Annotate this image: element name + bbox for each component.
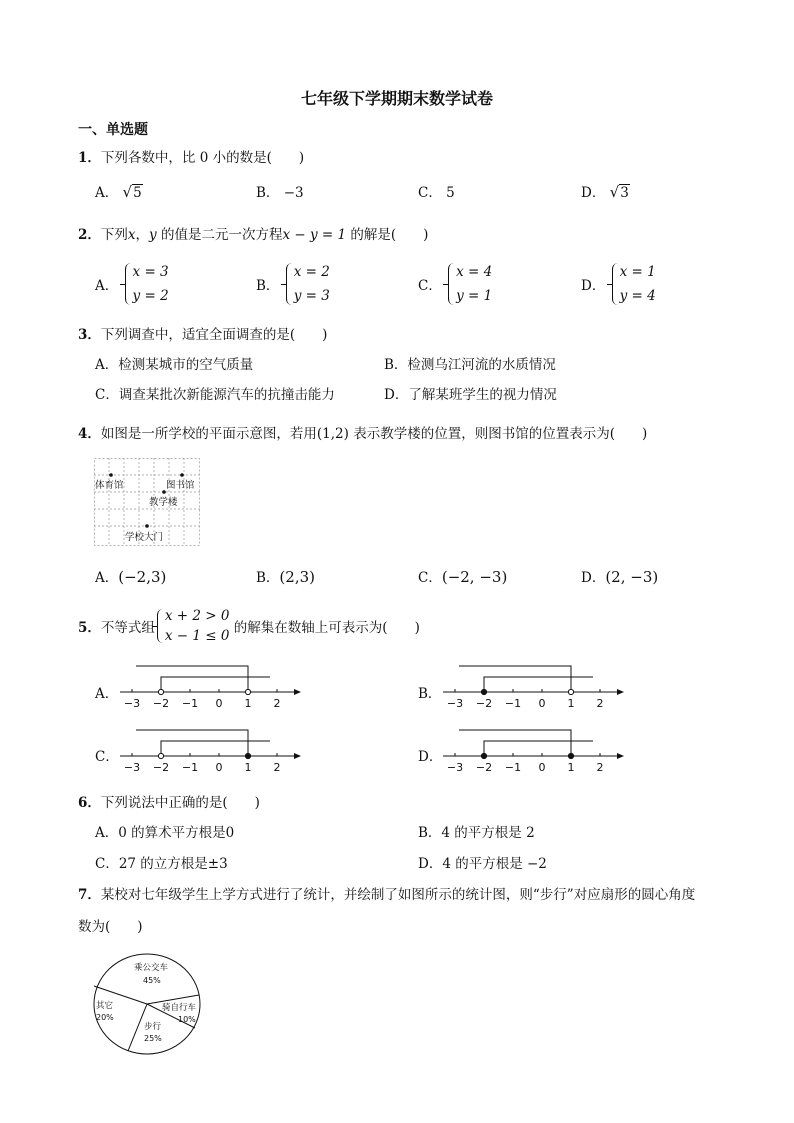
tick-label: −3 (123, 761, 141, 774)
endpoint-marker (245, 753, 250, 758)
question-7-stem-cont: 数为( ) (78, 919, 143, 935)
question-text: 下列说法中正确的是( ) (100, 795, 260, 811)
question-text: 某校对七年级学生上学方式进行了统计，并绘制了如图所示的统计图，则“步行”对应扇形的圆心角度 (100, 887, 696, 903)
q4-option-c[interactable] (418, 566, 507, 586)
question-text: 下列调查中，适宜全面调查的是( ) (100, 327, 328, 343)
endpoint-marker (245, 689, 250, 694)
school-map-figure (94, 458, 202, 548)
number-line-b[interactable] (441, 662, 631, 712)
question-text: 的解是( ) (350, 227, 429, 243)
option-value: (−2, −3) (441, 568, 508, 586)
solution-ray-lower (161, 677, 270, 692)
number-line-a[interactable] (118, 662, 308, 712)
pie-chart-figure (90, 950, 205, 1060)
pie-label-walk: 步行 (144, 1022, 162, 1032)
question-number: 5． (78, 620, 101, 636)
sqrt-icon: √ (609, 183, 620, 201)
question-5-stem (78, 606, 420, 646)
option-label: B． (256, 570, 280, 586)
question-1-stem (78, 146, 304, 166)
option-label: C． (418, 570, 442, 586)
option-label: A． (95, 185, 119, 201)
system-row: x = 2 (293, 264, 330, 280)
question-text: 下列 (100, 227, 128, 243)
q5-option-d-label[interactable]: D． (418, 749, 443, 765)
tick-label: 1 (567, 761, 575, 774)
q6-option-d[interactable]: D．4 的平方根是 −2 (418, 856, 547, 872)
solution-ray-lower (161, 741, 270, 756)
option-label: B． (256, 278, 280, 294)
question-number: 1． (78, 150, 101, 166)
separator: ， (135, 227, 150, 243)
system-row: y = 3 (293, 288, 330, 304)
number-line-d[interactable] (441, 726, 631, 776)
option-value: 5 (133, 185, 142, 201)
option-value: −3 (283, 185, 304, 201)
q6-option-c[interactable]: C．27 的立方根是±3 (95, 856, 228, 872)
system-row: y = 1 (456, 288, 493, 304)
endpoint-marker (158, 753, 163, 758)
q6-option-b[interactable]: B．4 的平方根是 2 (418, 825, 535, 841)
pie-pct-walk: 25% (144, 1034, 162, 1043)
tick-label: −1 (181, 761, 199, 774)
pie-pct-bus: 45% (143, 976, 161, 985)
inequality-system (155, 606, 230, 646)
tick-label: −1 (504, 697, 522, 710)
q3-option-c[interactable]: C．调查某批次新能源汽车的抗撞击能力 (95, 387, 335, 403)
tick-label: 0 (215, 761, 223, 774)
system-row: y = 2 (132, 288, 169, 304)
question-text: 的解集在数轴上可表示为( ) (233, 620, 420, 636)
q4-option-b[interactable] (256, 566, 315, 586)
q1-option-d[interactable] (581, 181, 630, 201)
tick-label: 0 (538, 761, 546, 774)
solution-ray-upper (136, 666, 248, 692)
q6-option-a[interactable]: A．0 的算术平方根是0 (95, 825, 235, 841)
option-value: 3 (620, 185, 629, 201)
pie-label-bike: 骑自行车 (162, 1003, 197, 1013)
tick-label: −2 (475, 697, 493, 710)
q4-option-a[interactable] (95, 566, 166, 586)
tick-label: −1 (181, 697, 199, 710)
q1-option-c[interactable] (418, 181, 455, 201)
system-row: x = 4 (456, 264, 493, 280)
equation-system (123, 260, 169, 308)
option-label: C． (418, 185, 442, 201)
tick-label: −1 (504, 761, 522, 774)
tick-label: 2 (596, 761, 604, 774)
gym-label: 体育馆 (95, 480, 124, 491)
gym-point (109, 473, 113, 477)
teaching-label: 教学楼 (149, 497, 178, 508)
question-text: 的值是二元一次方程 (160, 227, 283, 243)
q2-option-b[interactable] (256, 260, 330, 308)
tick-label: −3 (446, 697, 464, 710)
question-number: 2． (78, 227, 101, 243)
tick-label: 1 (244, 697, 252, 710)
question-text: 不等式组 (100, 620, 155, 636)
question-7-stem (78, 883, 695, 903)
tick-label: 1 (567, 697, 575, 710)
tick-label: 0 (538, 697, 546, 710)
solution-ray-lower (484, 741, 593, 756)
question-text: 下列各数中，比 0 小的数是( ) (100, 150, 305, 166)
sqrt-icon: √ (122, 183, 133, 201)
option-label: C． (418, 278, 442, 294)
option-label: D． (581, 570, 606, 586)
system-row: x + 2 > 0 (164, 608, 230, 624)
system-row: x = 3 (132, 264, 169, 280)
tick-label: −3 (446, 761, 464, 774)
pie-pct-bike: 10% (178, 1015, 196, 1024)
equation-system (610, 260, 656, 308)
variable-y: y (149, 227, 157, 243)
question-4-stem (78, 422, 647, 442)
tick-label: 2 (273, 761, 281, 774)
option-label: D． (581, 278, 606, 294)
question-2-stem (78, 223, 428, 243)
option-label: A． (95, 278, 119, 294)
question-6-stem (78, 791, 260, 811)
endpoint-marker (481, 753, 486, 758)
axis-arrow-icon (617, 689, 624, 695)
option-label: D． (581, 185, 606, 201)
tick-label: −3 (123, 697, 141, 710)
question-number: 7． (78, 887, 101, 903)
library-label: 图书馆 (166, 480, 195, 491)
solution-ray-lower (484, 677, 593, 692)
number-line-c[interactable] (118, 726, 308, 776)
option-value: 5 (446, 185, 455, 201)
system-row: x − 1 ≤ 0 (164, 628, 230, 644)
question-3-stem (78, 323, 327, 343)
q4-option-d[interactable] (581, 566, 658, 586)
endpoint-marker (568, 689, 573, 694)
page-title: 七年级下学期期末数学试卷 (300, 89, 493, 108)
solution-ray-upper (459, 730, 571, 756)
library-point (180, 473, 184, 477)
endpoint-marker (568, 753, 573, 758)
q5-option-b-label[interactable]: B． (418, 686, 442, 702)
question-number: 4． (78, 426, 101, 442)
q5-option-c-label[interactable]: C． (95, 749, 119, 765)
system-row: x = 1 (619, 264, 656, 280)
q1-option-b[interactable] (256, 181, 304, 201)
axis-arrow-icon (294, 753, 301, 759)
question-number: 3． (78, 327, 101, 343)
gate-label: 学校大门 (125, 532, 164, 543)
endpoint-marker (481, 689, 486, 694)
variable-x: x (127, 227, 136, 243)
endpoint-marker (158, 689, 163, 694)
axis-arrow-icon (294, 689, 301, 695)
equation-system (284, 260, 330, 308)
solution-ray-upper (136, 730, 248, 756)
equation-system (446, 260, 492, 308)
q2-option-a[interactable] (95, 260, 169, 308)
q2-option-c[interactable] (418, 260, 492, 308)
tick-label: 2 (273, 697, 281, 710)
tick-label: 1 (244, 761, 252, 774)
q3-option-a[interactable]: A．检测某城市的空气质量 (95, 357, 254, 373)
pie-label-other: 其它 (96, 1001, 114, 1011)
equation: x − y = 1 (282, 227, 347, 243)
tick-label: −2 (152, 697, 170, 710)
q5-option-a-label[interactable]: A． (95, 686, 119, 702)
gate-point (145, 524, 149, 528)
q3-option-b[interactable]: B．检测乌江河流的水质情况 (384, 357, 556, 373)
system-row: y = 4 (619, 288, 656, 304)
q3-option-d[interactable]: D．了解某班学生的视力情况 (384, 387, 557, 403)
tick-label: −2 (475, 761, 493, 774)
pie-label-bus: 乘公交车 (134, 963, 169, 973)
question-number: 6． (78, 795, 101, 811)
option-label: B． (256, 185, 280, 201)
option-value: (−2,3) (118, 568, 167, 586)
solution-ray-upper (459, 666, 571, 692)
tick-label: 2 (596, 697, 604, 710)
question-text: 如图是一所学校的平面示意图，若用(1,2) 表示教学楼的位置，则图书馆的位置表示为( ) (100, 426, 648, 442)
option-label: A． (95, 570, 119, 586)
tick-label: 0 (215, 697, 223, 710)
option-value: (2, −3) (605, 568, 659, 586)
tick-label: −2 (152, 761, 170, 774)
axis-arrow-icon (617, 753, 624, 759)
option-value: (2,3) (279, 568, 315, 586)
q2-option-d[interactable] (581, 260, 656, 308)
q1-option-a[interactable] (95, 181, 143, 201)
section-heading: 一、单选题 (78, 122, 148, 138)
pie-pct-other: 20% (96, 1013, 114, 1022)
